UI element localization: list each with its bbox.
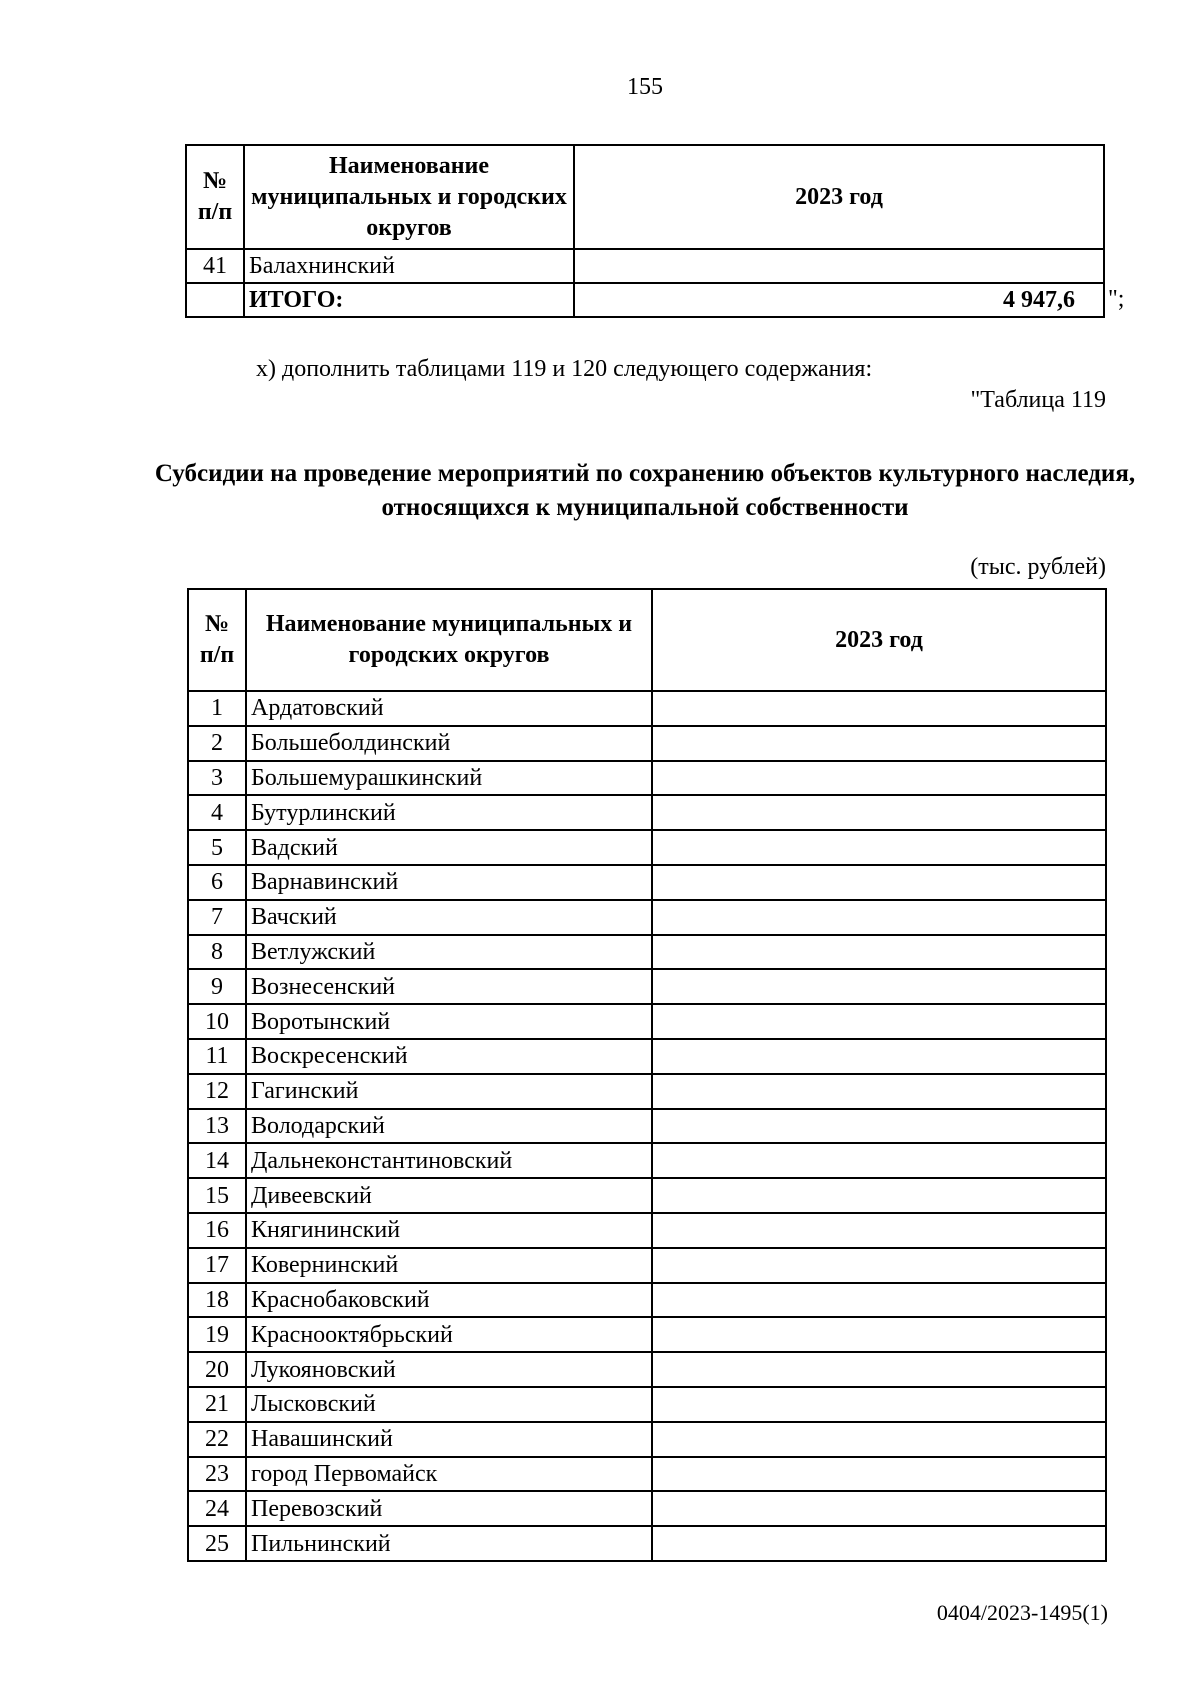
row-number: 19 <box>188 1317 246 1352</box>
row-number: 7 <box>188 900 246 935</box>
table-row <box>188 830 1106 865</box>
row-name: Вознесенский <box>246 969 652 1004</box>
header-year: 2023 год <box>574 145 1104 249</box>
row-number: 1 <box>188 691 246 726</box>
row-number: 4 <box>188 795 246 830</box>
table-row <box>188 1283 1106 1318</box>
row-number: 17 <box>188 1248 246 1283</box>
header-year: 2023 год <box>652 589 1106 691</box>
row-value <box>652 1491 1106 1526</box>
row-name: Краснобаковский <box>246 1283 652 1318</box>
table-row <box>186 249 1104 283</box>
table-row <box>188 1387 1106 1422</box>
header-number: № п/п <box>186 145 244 249</box>
row-value <box>652 1352 1106 1387</box>
row-value <box>652 1004 1106 1039</box>
units-label: (тыс. рублей) <box>970 554 1106 580</box>
table-row <box>188 761 1106 796</box>
row-number: 9 <box>188 969 246 1004</box>
row-name: Ковернинский <box>246 1248 652 1283</box>
table-row <box>188 1178 1106 1213</box>
table-row <box>188 1422 1106 1457</box>
row-number: 11 <box>188 1039 246 1074</box>
row-name: Краснооктябрьский <box>246 1317 652 1352</box>
table-label: "Таблица 119 <box>970 387 1106 413</box>
row-value <box>652 935 1106 970</box>
page-number: 155 <box>627 74 663 100</box>
subsidies-table-body <box>188 691 1106 1561</box>
row-number: 21 <box>188 1387 246 1422</box>
table-row <box>188 1317 1106 1352</box>
table-row <box>188 1491 1106 1526</box>
row-value <box>652 726 1106 761</box>
table-row <box>188 1004 1106 1039</box>
header-name: Наименование муниципальных и городских округов <box>244 145 574 249</box>
row-number: 24 <box>188 1491 246 1526</box>
row-number: 6 <box>188 865 246 900</box>
row-name: Перевозский <box>246 1491 652 1526</box>
row-value <box>652 1178 1106 1213</box>
table-row <box>188 1352 1106 1387</box>
row-name: Пильнинский <box>246 1526 652 1561</box>
row-name: Воскресенский <box>246 1039 652 1074</box>
table-row <box>188 691 1106 726</box>
row-number: 2 <box>188 726 246 761</box>
row-number: 23 <box>188 1457 246 1492</box>
row-value <box>652 691 1106 726</box>
row-value <box>652 1283 1106 1318</box>
row-value <box>652 1422 1106 1457</box>
row-value <box>652 1526 1106 1561</box>
table-row <box>188 726 1106 761</box>
table-row <box>188 1074 1106 1109</box>
row-number: 41 <box>186 249 244 283</box>
row-value <box>652 1143 1106 1178</box>
total-number-cell <box>186 283 244 317</box>
row-name: Ардатовский <box>246 691 652 726</box>
row-name: Дальнеконстантиновский <box>246 1143 652 1178</box>
table-row <box>188 969 1106 1004</box>
row-name: Княгининский <box>246 1213 652 1248</box>
table-title: Субсидии на проведение мероприятий по сохранению объектов культурного наследия, относящихся к муниципальной собственности <box>154 460 1136 521</box>
row-value <box>652 795 1106 830</box>
table-row <box>188 865 1106 900</box>
row-value <box>652 1109 1106 1144</box>
header-name: Наименование муниципальных и городских округов <box>246 589 652 691</box>
instruction-text: х) дополнить таблицами 119 и 120 следующего содержания: <box>256 356 873 382</box>
previous-table-continuation <box>185 144 1105 318</box>
row-name: Ветлужский <box>246 935 652 970</box>
row-name: Володарский <box>246 1109 652 1144</box>
table-row <box>188 1457 1106 1492</box>
row-value <box>652 1248 1106 1283</box>
row-value <box>574 249 1104 283</box>
table-row <box>188 1039 1106 1074</box>
table-row <box>188 900 1106 935</box>
document-code: 0404/2023-1495(1) <box>936 1600 1108 1625</box>
table-row <box>188 1213 1106 1248</box>
row-name: Гагинский <box>246 1074 652 1109</box>
row-name: Бутурлинский <box>246 795 652 830</box>
row-name: Вадский <box>246 830 652 865</box>
row-name: Варнавинский <box>246 865 652 900</box>
total-value: 4 947,6 <box>574 283 1104 317</box>
row-value <box>652 900 1106 935</box>
row-number: 12 <box>188 1074 246 1109</box>
row-name: Дивеевский <box>246 1178 652 1213</box>
row-name: Балахнинский <box>244 249 574 283</box>
row-value <box>652 1457 1106 1492</box>
row-name: город Первомайск <box>246 1457 652 1492</box>
row-name: Лысковский <box>246 1387 652 1422</box>
total-row <box>186 283 1104 317</box>
row-name: Воротынский <box>246 1004 652 1039</box>
row-value <box>652 1317 1106 1352</box>
row-name: Большеболдинский <box>246 726 652 761</box>
row-name: Навашинский <box>246 1422 652 1457</box>
row-number: 22 <box>188 1422 246 1457</box>
table-header-row <box>186 145 1104 249</box>
row-name: Лукояновский <box>246 1352 652 1387</box>
row-number: 20 <box>188 1352 246 1387</box>
table-row <box>188 795 1106 830</box>
row-value <box>652 761 1106 796</box>
row-number: 10 <box>188 1004 246 1039</box>
row-number: 13 <box>188 1109 246 1144</box>
table-row <box>188 1526 1106 1561</box>
total-label: ИТОГО: <box>244 283 574 317</box>
table-row <box>188 1109 1106 1144</box>
row-value <box>652 969 1106 1004</box>
row-number: 16 <box>188 1213 246 1248</box>
row-number: 8 <box>188 935 246 970</box>
closing-quote: "; <box>1108 286 1125 312</box>
table-row <box>188 1143 1106 1178</box>
row-value <box>652 1213 1106 1248</box>
row-value <box>652 1387 1106 1422</box>
table-row <box>188 935 1106 970</box>
row-value <box>652 865 1106 900</box>
row-name: Вачский <box>246 900 652 935</box>
row-number: 14 <box>188 1143 246 1178</box>
row-value <box>652 830 1106 865</box>
row-number: 5 <box>188 830 246 865</box>
row-value <box>652 1074 1106 1109</box>
subsidies-table <box>187 588 1107 1562</box>
row-value <box>652 1039 1106 1074</box>
table-row <box>188 1248 1106 1283</box>
table-header-row <box>188 589 1106 691</box>
row-name: Большемурашкинский <box>246 761 652 796</box>
row-number: 3 <box>188 761 246 796</box>
row-number: 18 <box>188 1283 246 1318</box>
row-number: 15 <box>188 1178 246 1213</box>
row-number: 25 <box>188 1526 246 1561</box>
header-number: № п/п <box>188 589 246 691</box>
